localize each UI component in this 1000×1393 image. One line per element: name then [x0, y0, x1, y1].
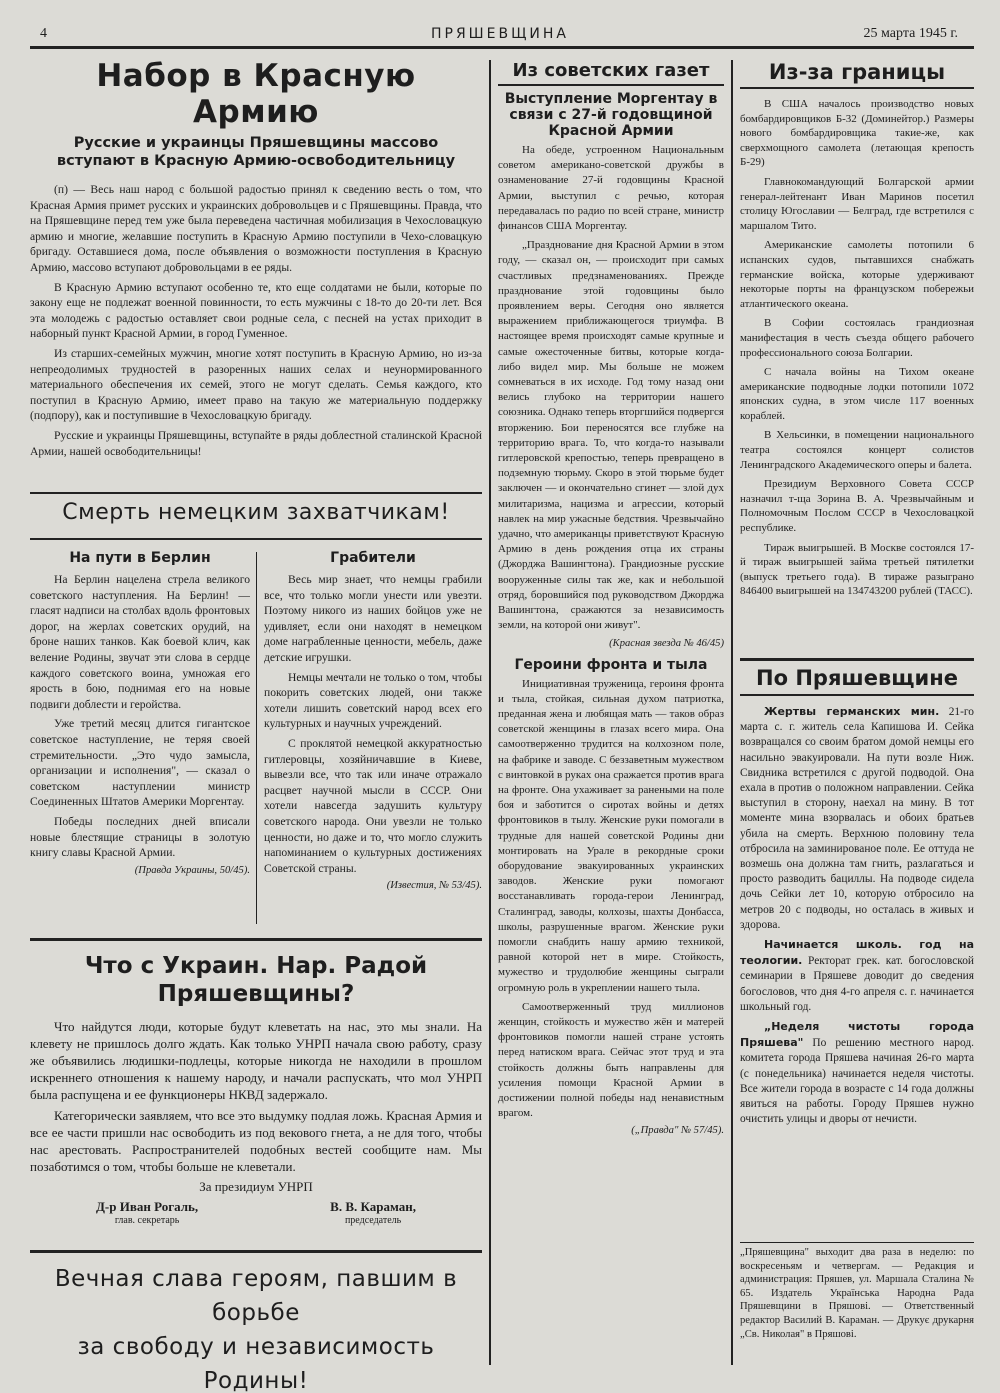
heroines-title: Героини фронта и тыла [514, 656, 708, 673]
abroad-section-title: Из-за границы [740, 60, 974, 89]
local-news-text: По решению местного народ. комитета города Пряшева начиная 26-го марта (с понедельника) начинается неделя чистоты. Все жители города в возрасте с 14 года должны явиться на работы. Городу Пряшев нужно очистить улицы и дворы от нечисти. [740, 1037, 974, 1126]
heroines-source: („Правда" № 57/45). [631, 1125, 724, 1137]
berlin-paragraph: Победы последних дней вписали новые блестящие страницы в золотую книгу славы Красной Армии. [30, 814, 250, 860]
abroad-news-item: В США началось производство новых бомбардировщиков Б-32 (Доминейтор.) Размеры нового бомбардировщика такие-же, как сверхмощного самолета (летающая крепость Б-29) [740, 98, 974, 169]
section-rule [30, 938, 482, 941]
unrp-paragraph: Что найдутся люди, которые будут клеветать на нас, это мы знали. На клевету не пришлось долго ждать. Как только УНРП начала свою работу, сразу же объявились людишки-подлецы, которые никогда не находили в прошлом искреннего отношения к нашему народу, и начали распускать, что мол УНРП была распущена и ее функционеры НКВД задержало. [30, 1019, 482, 1102]
morgenthau-source: (Красная звезда № 46/45) [609, 637, 724, 649]
section-rule [740, 658, 974, 661]
glory-line: Вечная слава героям, павшим в борьбе [54, 1266, 458, 1326]
local-news-lead: Начинается школь. год на теологии. [740, 938, 974, 968]
section-rule [30, 538, 482, 540]
glory-slogan [30, 1262, 482, 1393]
section-rule [30, 1250, 482, 1253]
abroad-news-item: В Софии состоялась грандиозная манифестация в честь съезда общего рабочего профессионального союза Болгарии. [740, 317, 974, 359]
unrp-presidium: За президиум УНРП [199, 1179, 313, 1194]
column-divider [731, 60, 733, 1365]
header-rule [30, 46, 974, 49]
recruit-paragraph: В Красную Армию вступают особенно те, кто еще солдатами не были, которые по закону еще не подлежат военной повинности, то есть мужчины с 18-то до 20-ти лет. Вся эта молодежь с радостью оставляет свои родные села, с песней на устах приходит в наборный пункт Красной Армии, в город Гуменное. [30, 280, 482, 341]
berlin-source: (Правда Украины, 50/45). [134, 864, 250, 876]
local-news-item [740, 704, 974, 933]
recruit-paragraph: Из старших-семейных мужчин, многие хотят поступить в Красную Армию, но из-за непреодолимых трудностей в разоренных наших селах и неунормированного материального обеспечения их семей, этого не могут сделать. Семья каждого, кто поступил в Красную Армию, имеет право на такую же материальную поддержку (подпору), как и поступившие в Чехословацкую бригаду. [30, 346, 482, 423]
unrp-article [30, 952, 482, 1244]
robbers-paragraph: Весь мир знает, что немцы грабили все, что только могли унести или увезти. Поэтому никого из наших бойцов уже не удивляет, если они находят в немецком доме награбленные ценности, мебель, даже детские игрушки. [264, 573, 482, 664]
soviet-column [498, 60, 724, 1360]
unrp-signature-name: Д-р Иван Рогаль, [95, 1199, 199, 1214]
recruit-paragraph: Русские и украинцы Пряшевщины, вступайте в ряды доблестной сталинской Красной Армии, нашей освободительницы! [30, 428, 482, 458]
berlin-paragraph: На Берлин нацелена стрела великого советского наступления. На Берлин! — гласят надписи на столбах вдоль фронтовых дорог, на жерлах советских орудий, на броне наших танков. Как боевой клич, как веление Родины, звучат эти слова в сердце каждого советского воина, умножая его ярость в бою, поднимая его на новые подвиги доблести и геройства. [30, 573, 250, 711]
soviet-section-title: Из советских газет [498, 60, 724, 86]
abroad-news-item: Президиум Верховного Совета СССР назначил т-ща Зорина В. А. Чрезвычайным и Полномочным Послом СССР в Чехословацкой республике. [740, 478, 974, 535]
heroines-paragraph: Инициативная труженица, героиня фронта и тыла, стойкая, сильная духом патриотка, преданная жена и любящая мать — таков образ советской женщины в глазах всего мира. Она самоотверженно трудится на колхозном поле, на фабрике и заводе. С беззаветным мужеством с винтовкой в руках она сражается против врага на фронте. Она ухаживает за ранеными на поле боя и заботится о сиротах войны и детях фронтовиков в тылу. Женские руки помогали в трудные для нашей советской Родины дни монтировать на Урале в рекордные сроки оборудование эвакуированных украинских заводов. Женские руки помогают восстанавливать города-герои Ленинград, Сталинград, заводы, колхозы, шахты Донбасса, школы, разрушенные врагом. Женские руки помогли снабдить нашу армию техникой, равной которой нет в мире. Стойкость, мужество и трудолюбие женщины сыграли огромную роль в укреплении нашего тыла. [498, 677, 724, 994]
imprint-text: „Пряшевщина" выходит два раза в неделю: по воскресеньям и четвергам. — Редакция и администрация: Пряшев, ул. Маршала Сталина № 65. Издатель Українська Народна Рада Пряшевщини в Пряшові. — Ответственный редактор Василий В. Караман. — Друкує друкарня „Св. Николая" в Пряшові. [740, 1247, 974, 1340]
morgenthau-title: Выступление Моргентау в связи с 27-й годовщиной Красной Армии [504, 91, 718, 139]
recruit-paragraph: (п) — Весь наш народ с большой радостью принял к сведению весть о том, что Красная Армия примет русских и украинских добровольцев и с Пряшевщины. Правда, что на Пряшевщине перед тем уже была переведена частичная мобилизация в Чехословацкую армию и многие, желавшие поступить в Красную Армию поступили в Чехо-словацкую бригаду. Оставшиеся дома, после объявления о возможности поступления в Красную Армию, массово вступают добровольцами в ее ряды. [30, 183, 482, 274]
unrp-title-line2: Пряшевщины? [157, 981, 355, 1007]
abroad-column [740, 60, 974, 650]
imprint [740, 1246, 974, 1364]
section-rule [740, 1242, 974, 1243]
robbers-paragraph: С проклятой немецкой аккуратностью гитлеровцы, хозяйничавшие в Киеве, вывезли все, что так или иначе отражало расцвет научной мысли в СССР. Они хотели навсегда задушить культуру советского народа. Они увезли не только ценности, но даже и то, что могло служить напоминанием о культурных достижениях Советской страны. [264, 736, 482, 875]
unrp-signature-role: глав. секретарь [114, 1215, 180, 1226]
abroad-news-item: Тираж выигрышей. В Москве состоялся 17-й тираж выигрышей займа третьей пятилетки (выпуск третьего года). В тираже разыграно 846400 выигрышей на 134743200 рублей (ТАСС). [740, 541, 974, 598]
local-news-lead: „Неделя чистоты города Пряшева" [740, 1020, 974, 1050]
berlin-paragraph: Уже третий месяц длится гигантское советское наступление, не теряя своей стремительности. „Это чудо замысла, организации и исполнения", — сказал о советском наступлении министр Соединенных Штатов Америки Моргентау. [30, 717, 250, 809]
page-number: 4 [40, 26, 47, 41]
berlin-article [30, 550, 250, 928]
local-news-item [740, 937, 974, 1015]
morgenthau-paragraph: На обеде, устроенном Национальным советом американо-советской дружбы в ознаменование 27-й годовщины Красной Армии, выступил с речью, которая передавалась по радио по всей стране, министр финансов США Моргентау. [498, 144, 724, 233]
recruit-title: Набор в Красную Армию [96, 58, 416, 130]
local-news-lead: Жертвы германских мин. [764, 705, 940, 718]
local-section-title: По Пряшевщине [740, 666, 974, 696]
column-divider [256, 552, 257, 924]
column-divider [489, 60, 491, 1365]
abroad-news-item: В Хельсинки, в помещении национального театра состоялся концерт солистов Ленинградского Академического оперы и балета. [740, 429, 974, 471]
abroad-news-item: Главнокомандующий Болгарской армии генерал-лейтенант Иван Маринов посетил столицу Югославии — Белград, где встретился с маршалом Тито. [740, 175, 974, 232]
unrp-title-line1: Что с Украин. Нар. Радой [84, 953, 428, 979]
local-news-text: Ректорат грек. кат. богословской семинарии в Пряшеве доводит до сведения богословов, что дня 4-го апреля с. г. начинается школьный год. [740, 955, 974, 1013]
glory-line: за свободу и независимость Родины! [77, 1334, 435, 1393]
unrp-paragraph: Категорически заявляем, что все это выдумку подлая ложь. Красная Армия и все ее части пришли нас освободить из под векового гнета, а не для того, чтобы нас арестовать. Распространителей подобных вестей сообщите нам. Мы позаботимся о том, чтобы больше не клеветали. [30, 1108, 482, 1174]
abroad-news-item: С начала войны на Тихом океане американские подводные лодки потопили 1072 японских судна, в этом числе 117 военных кораблей. [740, 366, 974, 422]
newspaper-name: ПРЯШЕВЩИНА [430, 26, 569, 42]
robbers-title: Грабители [330, 550, 416, 566]
local-news-item [740, 1019, 974, 1127]
robbers-article [264, 550, 482, 928]
recruit-subtitle: Русские и украинцы Пряшевщины массово вступают в Красную Армию-освободительницу [56, 135, 456, 169]
berlin-title: На пути в Берлин [69, 550, 211, 566]
heroines-paragraph: Самоотверженный труд миллионов женщин, стойкость и мужество жён и матерей фронтовиков помогли нашей стране устоять перед натиском врага. Сейчас этот труд и эта стойкость должны быть направлены для усиления помощи Красной Армии в достижении полной победы над ненавистным врагом. [498, 1000, 724, 1120]
death-slogan: Смерть немецким захватчикам! [62, 500, 450, 525]
recruit-article [30, 58, 482, 488]
unrp-signature-name: В. В. Караман, [330, 1199, 416, 1214]
issue-date: 25 марта 1945 г. [863, 26, 958, 41]
local-news-text: 21-го марта с. г. житель села Капишова И. Сейка возвращался со своим братом домой немцы его насильно эвакуировали. На пути возле Ниж. Свидника встретился с другой подводой. Она ехала в против о положном направлении. Сейка выступил в сторону, наехал на мину. В тот моменте мина взорвалась и обоих братьев убила на смерть. Верхнюю половину тела отбросила на заминированое поле. Ее оттуда не возмешь она должна там гнить, разлагаться и просто разводить бациллы. На подводе сидела дочь Сейки лет 10, которую отбросило на метров 20 с подводы, но осталась в живых и здорова. [740, 706, 974, 931]
unrp-signature-role: председатель [344, 1215, 402, 1226]
abroad-news-item: Американские самолеты потопили 6 испанских судов, пытавшихся снабжать германские войска, которые удерживают некоторые порты на французском побережьи атлантического океана. [740, 239, 974, 310]
robbers-source: (Известия, № 53/45). [386, 880, 482, 892]
morgenthau-paragraph: „Празднование дня Красной Армии в этом году, — сказал он, — происходит при самых счастливых предзнаменованиях. Прежде празднование этой годовщины было проявлением веры. Сегодня оно является выражением приближающегося триумфа. В настоящее время происходят самые крупные и самые ожесточенные битвы, которые когда-либо видел мир. Мы больше не можем сомневаться в их исходе. Год тому назад они велись глубоко на территории нашего союзника. Однако теперь вторгшийся подвергся вторжению. Бои переносятся все глубже на территорию врага. То, что когда-то называли гитлеровской крепостью, теперь превращено в подземную тюрьму. Скоро в этой тюрьме будет заключен — и окончательно сгинет — злой дух милитаризма, нацизма и агрессии, который навлек на мир ужасные бедствия. Чрезвычайно удачно, что американцы приветствуют Красную Армию в день рождения отца их страны (Джорджа Вашингтона). Грандиозные русские вооруженные силы так же, как и небольшой отряд, боровшийся под руководством Джорджа Вашингтона, сражаются за независимость земли, на которой они живут". [498, 239, 724, 632]
robbers-paragraph: Немцы мечтали не только о том, чтобы покорить советских людей, они также хотели лишить советский народ всех его культурных и научных учреждений. [264, 670, 482, 731]
section-rule [30, 492, 482, 494]
local-column [740, 666, 974, 1238]
